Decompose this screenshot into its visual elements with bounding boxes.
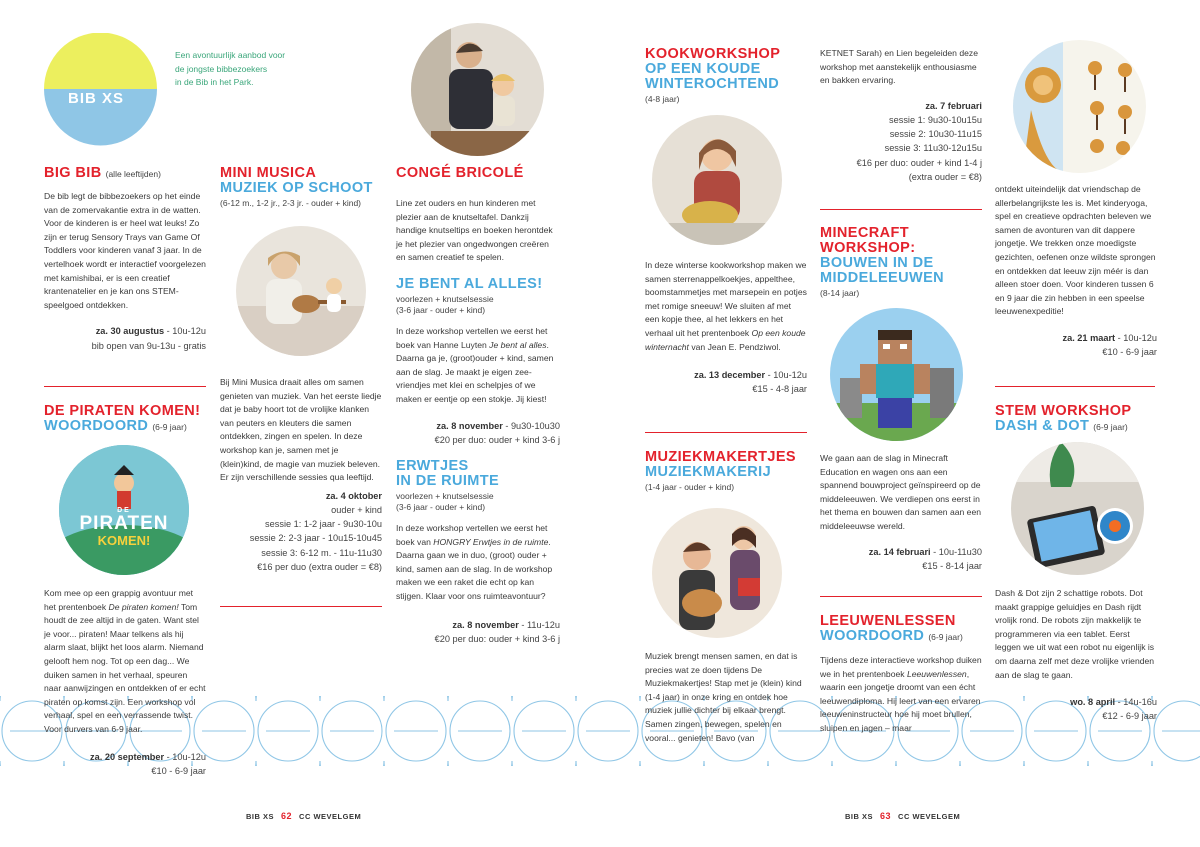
divider: [645, 432, 807, 433]
leeuwenlessen-illustration: [1013, 40, 1146, 173]
section-body: Bij Mini Musica draait alles om samen genieten van muziek. Van het eerste liedje dat je baby hoort tot de vrolijke klanken van peuters en kleuters die samen ontdekken, zingen en spelen. In deze workshop kan je, samen met je (klein)kind, de magie van muziek beleven. Er zijn verschillende sessies qua leeftijd.: [220, 377, 382, 483]
piraten-book-cover: DE PIRATEN KOMEN!: [59, 445, 189, 575]
footer-left: BIB XS 62 CC WEVELGEM: [246, 811, 362, 821]
conge-section: CONGÉ BRICOLÉ Line zet ouders en hun kinderen met plezier aan de knutseltafel. Dankzij handige knutseltips en boeken herontdek je het plezier van ongedwongen creëren en samen creatief te spelen. JE BENT AL ALLES! voorlezen + knutselsessie (3-6 jaar - ouder + kind) In deze workshop vertellen we eerst het boek van Hanne Luyten Je bent al alles. Daarna ga je, (groot)ouder + kind, samen aan de slag. Je maakt je eigen zee-vriendjes met klei en schelpjes of we maken er eentje op een stokje. Jij kiest! za. 8 november - 9u30-10u30 €20 per duo: ouder + kind 3-6 j ERWTJES IN DE RUIMTE voorlezen + knutselsessie (3-6 jaar - ouder + kind) In deze workshop vertellen we eerst het boek van HONGRY Erwtjes in de ruimte. Daarna gaan we in duo, (groot) ouder + kind, samen aan de slag. In de workshop maken we een raket die echt op kan stijgen. Klaar voor ons ruimteavontuur? za. 8 november - 11u-12u €20 per duo: ouder + kind 3-6 j: [396, 165, 560, 644]
big-bib-section: BIG BIB (alle leeftijden) De bib legt de bibbezoekers op het einde van de zomervakantie extra in de watten. Voor de kinderen is er heel wat leuks! Zo zijn er terug Sensory Trays van Game Of Toddlers voor kinderen vanaf 3 jaar. In de vertelhoek wordt er interactief voorgelezen met kamishibai, er is een creatief krantenatelier en je kan ons STEM-speelgoed ontdekken. za. 30 augustus - 10u-12u bib open van 9u-13u - gratis: [44, 165, 206, 351]
divider: [820, 596, 982, 597]
mini-musica-section: MINI MUSICA MUZIEK OP SCHOOT (6-12 m., 1-2 jr., 2-3 jr. - ouder + kind): [220, 165, 373, 208]
bib-xs-logo: [44, 33, 157, 146]
footer-right: BIB XS 63 CC WEVELGEM: [845, 811, 961, 821]
section-body: Kom mee op een grappig avontuur met het prentenboek De piraten komen! Tom houdt de zee altijd in de gaten. Want stel je voor... piraten! Maar telkens als hij alarm slaat, blijkt het loos alarm. Niemand gelooft hem nog. Tot op een dag... We duiken samen in het verhaal, speuren naar aanwijzingen en ontdekken of er echt piraten op komst zijn. Een workshop vol verhaal, spel en een verrassende twist. Voor durvers van 6-9 jaar.: [44, 588, 206, 734]
minecraft-image: [830, 308, 963, 441]
stem-section: STEM WORKSHOP DASH & DOT (6-9 jaar): [995, 403, 1132, 434]
muziekmakertjes-photo: [652, 508, 782, 638]
leeuwenlessen-section: LEEUWENLESSEN WOORDOORD (6-9 jaar) Tijdens deze interactieve workshop duiken we in het prentenboek Leeuwenlessen, waarin een jongetje droomt van een écht leeuwendiploma. Hij leert van een ervaren leeuweninstructeur hoe hij moet brullen, sluipen en jagen – maar: [820, 613, 982, 733]
muziekmakertjes-continued: KETNET Sarah) en Lien begeleiden deze workshop met aanstekelijk enthousiasme en bakken ervaring. za. 7 februari sessie 1: 9u30-10u15u sessie 2: 10u30-11u15 sessie 3: 11u30-12u15u €16 per duo: ouder + kind 1-4 j (extra ouder = €8): [820, 48, 982, 182]
kookworkshop-section: KOOKWORKSHOP OP EEN KOUDE WINTEROCHTEND (4-8 jaar): [645, 46, 781, 104]
piraten-section: DE PIRATEN KOMEN! WOORDOORD (6-9 jaar): [44, 403, 201, 434]
minecraft-section: MINECRAFT WORKSHOP: BOUWEN IN DE MIDDELEEUWEN (8-14 jaar): [820, 225, 945, 298]
kookworkshop-photo: [652, 115, 782, 245]
section-body: We gaan aan de slag in Minecraft Education en wagen ons aan een spannend bouwproject geïnspireerd op de middeleeuwen. We verdiepen ons eerst in het thema en bouwen dan samen aan een middeleeuwse wereld.: [820, 453, 982, 531]
leeuwenlessen-continued: ontdekt uiteindelijk dat vriendschap de allerbelangrijkste les is. Met kinderyoga, spel en creatieve opdrachten beleven we samen de avonturen van dit dappere jongetje. We trekken onze moedigste gezichten, oefenen onze wildste sprongen en ontdekken dat leeuw zijn méér is dan alleen stoer doen. Voor kinderen tussen 6 en 9 jaar die zin hebben in een speelse leeuwenexpeditie! za. 21 maart - 10u-12u €10 - 6-9 jaar: [995, 184, 1157, 358]
section-body: In deze winterse kookworkshop maken we samen sterrenappelkoekjes, appelthee, boomstammetjes met marsepein en potjes met romige sneeuw! We sluiten af met een kopje thee, al het lekkers en het verhaal uit het prentenboek Op een koude winternacht van Jean E. Pendziwol.: [645, 260, 807, 352]
section-body: Dash & Dot zijn 2 schattige robots. Dot maakt grappige geluidjes en Dash rijdt vrolijk rond. De robots zijn makkelijk te programmeren via een tablet. Eerst leggen we uit wat een robot nu eigenlijk is om daarna zelf met deze vrolijke vrienden aan de slag te gaan.: [995, 588, 1155, 680]
mini-musica-photo: [236, 226, 366, 356]
page-number: 63: [880, 811, 892, 821]
stem-photo: [1011, 442, 1144, 575]
divider: [44, 386, 206, 387]
muziekmakertjes-section: MUZIEKMAKERTJES MUZIEKMAKERIJ (1-4 jaar - ouder + kind): [645, 449, 797, 492]
conge-photo: [411, 23, 544, 156]
section-body: Muziek brengt mensen samen, en dat is precies wat ze doen tijdens De Muziekmakertjes! Stap met je (klein) kind (1-4 jaar) in onze kring en ontdek hoe muziek jullie dichter bij elkaar brengt. Samen zingen, bewegen, spelen en vooral... genieten! Bavo (van: [645, 651, 802, 743]
section-body: De bib legt de bibbezoekers op het einde van de zomervakantie extra in de watten. Voor de kinderen is er heel wat leuks! Zo zijn er terug Sensory Trays van Game Of Toddlers voor kinderen vanaf 3 jaar. In de vertelhoek wordt er interactief voorgelezen met kamishibai, er is een creatief krantenatelier en je kan ons STEM-speelgoed ontdekken.: [44, 191, 206, 310]
divider: [820, 209, 982, 210]
divider: [220, 606, 382, 607]
logo-text: BIB XS: [68, 90, 125, 107]
divider: [995, 386, 1155, 387]
page-number: 62: [281, 811, 293, 821]
section-title: BIG BIB: [44, 165, 102, 181]
tagline: Een avontuurlijk aanbod voor de jongste bibbezoekers in de Bib in het Park.: [175, 50, 286, 87]
